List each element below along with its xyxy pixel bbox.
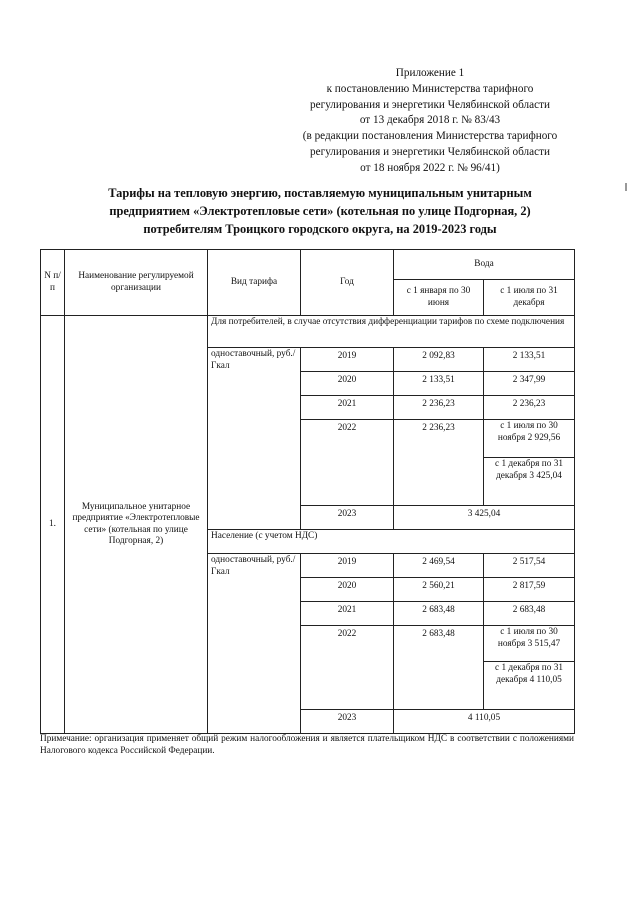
price-split-cell: с 1 декабря по 31 декабря 4 110,05 bbox=[484, 662, 575, 710]
header-period-2: с 1 июля по 31 декабря bbox=[484, 280, 575, 316]
year-cell: 2022 bbox=[301, 420, 394, 506]
price-cell: 4 110,05 bbox=[394, 710, 575, 734]
price-cell: 2 560,21 bbox=[394, 578, 484, 602]
price-cell: 2 683,48 bbox=[394, 602, 484, 626]
appendix-line: регулирования и энергетики Челябинской области bbox=[310, 98, 550, 111]
appendix-line: регулирования и энергетики Челябинской области bbox=[310, 145, 550, 158]
appendix-line: от 18 ноября 2022 г. № 96/41) bbox=[360, 161, 500, 174]
organization-name: Муниципальное унитарное предприятие «Электротепловые сети» (котельная по улице Подгорная, 2) bbox=[65, 316, 208, 734]
header-year: Год bbox=[301, 250, 394, 316]
price-cell: 2 133,51 bbox=[484, 348, 575, 372]
year-cell: 2022 bbox=[301, 626, 394, 710]
tariff-type: одноставочный, руб./Гкал bbox=[208, 348, 301, 530]
price-cell: 2 236,23 bbox=[394, 396, 484, 420]
section-label: Для потребителей, в случае отсутствия дифференциации тарифов по схеме подключения bbox=[208, 316, 575, 348]
price-cell: 2 817,59 bbox=[484, 578, 575, 602]
appendix-line: к постановлению Министерства тарифного bbox=[326, 82, 534, 95]
year-cell: 2023 bbox=[301, 506, 394, 530]
header-num: N п/п bbox=[41, 250, 65, 316]
year-cell: 2023 bbox=[301, 710, 394, 734]
price-cell: 3 425,04 bbox=[394, 506, 575, 530]
title-line: предприятием «Электротепловые сети» (котельная по улице Подгорная, 2) bbox=[109, 204, 531, 218]
appendix-line: от 13 декабря 2018 г. № 83/43 bbox=[359, 114, 501, 127]
header-organization: Наименование регулируемой организации bbox=[65, 250, 208, 316]
title-line: Тарифы на тепловую энергию, поставляемую муниципальным унитарным bbox=[108, 186, 532, 200]
price-split-cell: с 1 июля по 30 ноября 2 929,56 bbox=[484, 420, 575, 458]
year-cell: 2021 bbox=[301, 396, 394, 420]
row-number: 1. bbox=[41, 316, 65, 734]
year-cell: 2019 bbox=[301, 348, 394, 372]
year-cell: 2021 bbox=[301, 602, 394, 626]
price-cell: 2 683,48 bbox=[394, 626, 484, 710]
price-cell: 2 517,54 bbox=[484, 554, 575, 578]
price-cell: 2 347,99 bbox=[484, 372, 575, 396]
price-cell: 2 469,54 bbox=[394, 554, 484, 578]
footnote: Примечание: организация применяет общий режим налогообложения и является плательщиком НДС в соответствии с положениями Налогового кодекса Российской Федерации. bbox=[40, 734, 574, 756]
tariff-type: одноставочный, руб./Гкал bbox=[208, 554, 301, 734]
year-cell: 2019 bbox=[301, 554, 394, 578]
price-cell: 2 092,83 bbox=[394, 348, 484, 372]
document-title bbox=[44, 184, 596, 238]
price-cell: 2 133,51 bbox=[394, 372, 484, 396]
price-split-cell: с 1 июля по 30 ноября 3 515,47 bbox=[484, 626, 575, 662]
year-cell: 2020 bbox=[301, 372, 394, 396]
price-cell: 2 236,23 bbox=[394, 420, 484, 506]
price-cell: 2 236,23 bbox=[484, 396, 575, 420]
appendix-header bbox=[270, 66, 590, 177]
header-period-1: с 1 января по 30 июня bbox=[394, 280, 484, 316]
price-split-cell: с 1 декабря по 31 декабря 3 425,04 bbox=[484, 458, 575, 506]
header-water: Вода bbox=[394, 250, 575, 280]
appendix-line: Приложение 1 bbox=[395, 67, 465, 79]
header-tariff-type: Вид тарифа bbox=[208, 250, 301, 316]
tariff-table bbox=[40, 249, 574, 734]
section-label: Население (с учетом НДС) bbox=[208, 530, 575, 554]
margin-mark bbox=[625, 183, 627, 191]
appendix-line: (в редакции постановления Министерства тарифного bbox=[302, 130, 558, 143]
price-cell: 2 683,48 bbox=[484, 602, 575, 626]
title-line: потребителям Троицкого городского округа, на 2019-2023 годы bbox=[143, 222, 497, 236]
year-cell: 2020 bbox=[301, 578, 394, 602]
